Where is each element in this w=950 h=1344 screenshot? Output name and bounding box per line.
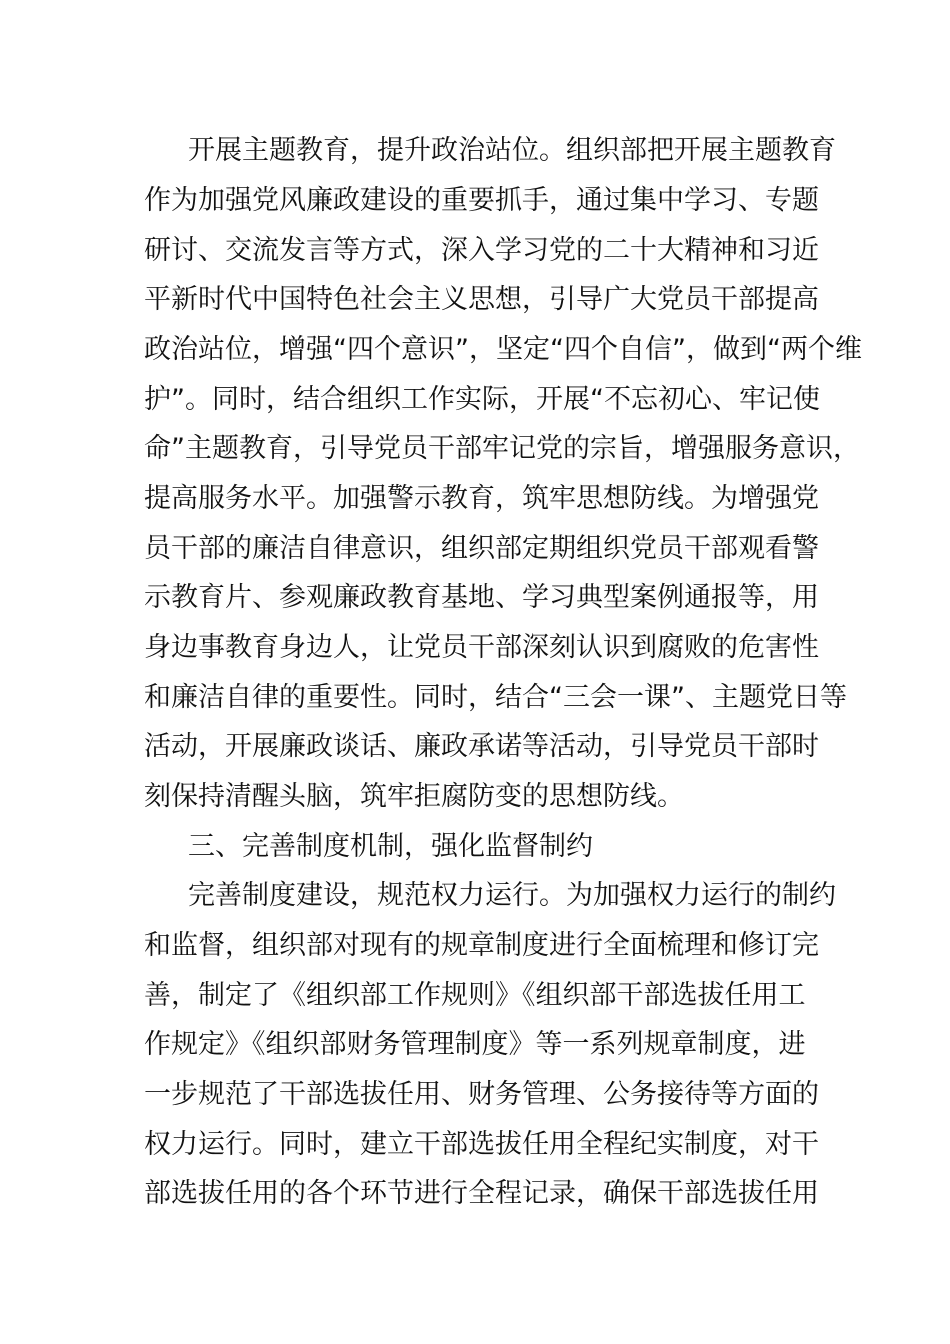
paragraph-line: 作规定》《组织部财务管理制度》等一系列规章制度，进 — [144, 1029, 806, 1060]
paragraph-line: 刻保持清醒头脑，筑牢拒腐防变的思想防线。 — [144, 781, 684, 812]
paragraph-line: 一步规范了干部选拔任用、财务管理、公务接待等方面的 — [144, 1079, 819, 1110]
paragraph-line: 和监督，组织部对现有的规章制度进行全面梳理和修订完 — [144, 930, 819, 961]
paragraph-line: 活动，开展廉政谈话、廉政承诺等活动，引导党员干部时 — [144, 731, 819, 762]
paragraph-line: 研讨、交流发言等方式，深入学习党的二十大精神和习近 — [144, 235, 819, 266]
paragraph-line: 部选拔任用的各个环节进行全程记录，确保干部选拔任用 — [144, 1178, 819, 1209]
paragraph-line: 权力运行。同时，建立干部选拔任用全程纪实制度，对干 — [144, 1129, 819, 1160]
paragraph-line: 开展主题教育，提升政治站位。组织部把开展主题教育 — [188, 135, 836, 166]
paragraph-line: 护”。同时，结合组织工作实际，开展“不忘初心、牢记使 — [144, 384, 820, 415]
paragraph-line: 示教育片、参观廉政教育基地、学习典型案例通报等，用 — [144, 582, 819, 613]
paragraph-line: 政治站位，增强“四个意识”，坚定“四个自信”，做到“两个维 — [144, 334, 862, 365]
paragraph-line: 和廉洁自律的重要性。同时，结合“三会一课”、主题党日等 — [144, 682, 847, 713]
paragraph-line: 平新时代中国特色社会主义思想，引导广大党员干部提高 — [144, 284, 819, 315]
paragraph-line: 身边事教育身边人，让党员干部深刻认识到腐败的危害性 — [144, 632, 819, 663]
section-heading: 三、完善制度机制，强化监督制约 — [188, 831, 593, 862]
paragraph-line: 命”主题教育，引导党员干部牢记党的宗旨，增强服务意识， — [144, 433, 860, 464]
paragraph-line: 员干部的廉洁自律意识，组织部定期组织党员干部观看警 — [144, 533, 819, 564]
paragraph-line: 善，制定了《组织部工作规则》《组织部干部选拔任用工 — [144, 980, 806, 1011]
paragraph-line: 作为加强党风廉政建设的重要抓手，通过集中学习、专题 — [144, 185, 819, 216]
paragraph-line: 提高服务水平。加强警示教育，筑牢思想防线。为增强党 — [144, 483, 819, 514]
paragraph-line: 完善制度建设，规范权力运行。为加强权力运行的制约 — [188, 880, 836, 911]
